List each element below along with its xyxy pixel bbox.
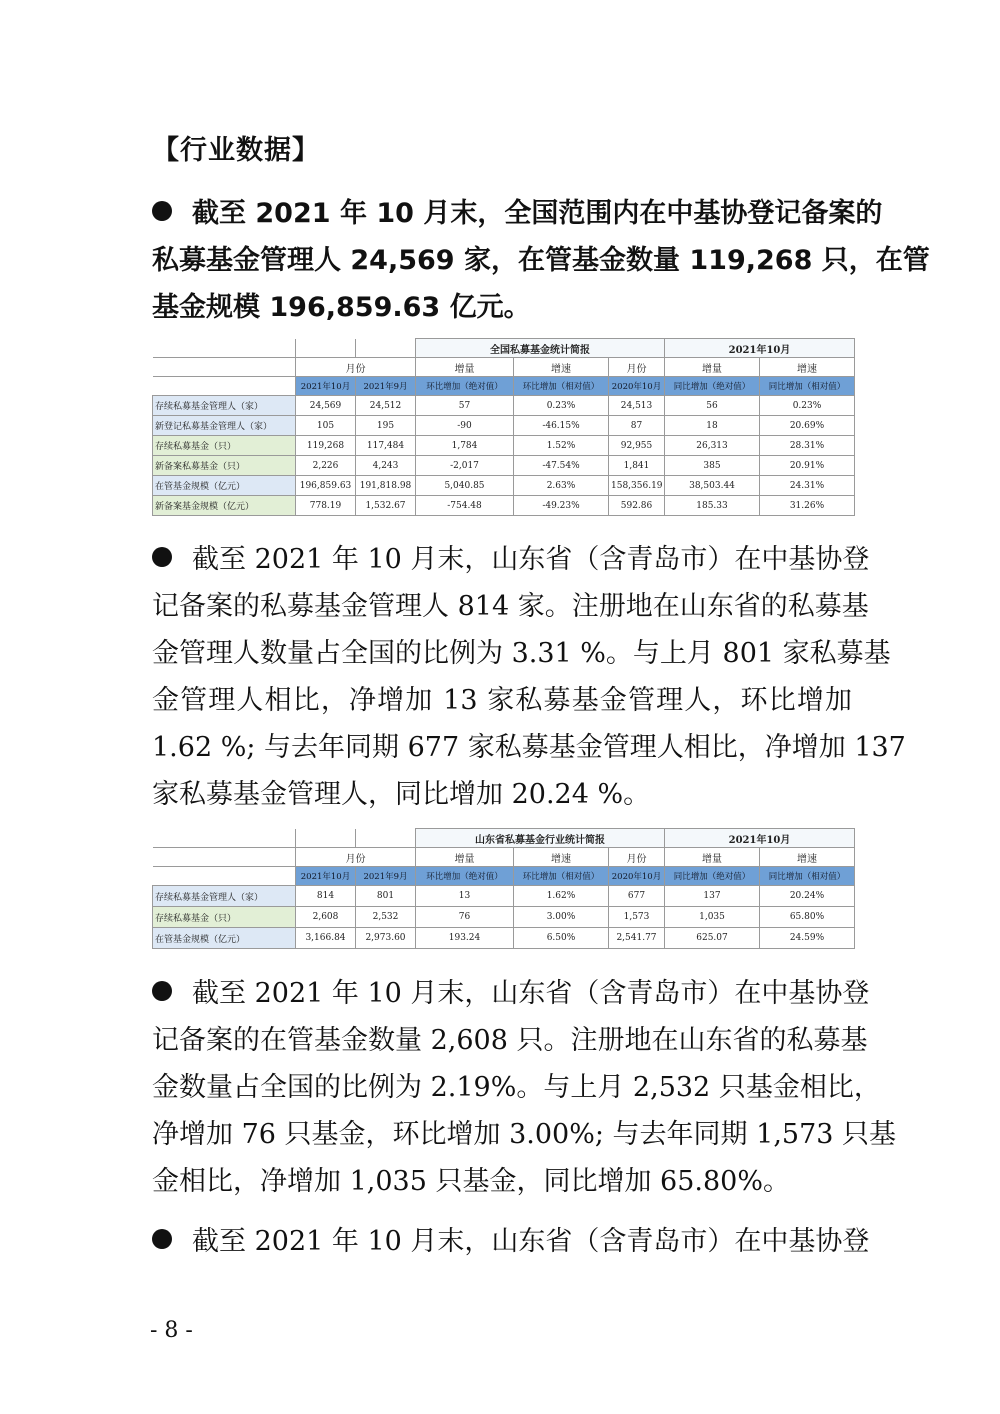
table-cell: 2,532 (356, 907, 416, 928)
column-header: 同比增加（相对值） (760, 867, 855, 886)
table-subheader-row (153, 867, 855, 886)
table-cell: -2,017 (416, 456, 514, 476)
table-cell: 57 (416, 396, 514, 416)
column-header: 环比增加（相对值） (514, 867, 609, 886)
table-date: 2021年10月 (665, 829, 855, 848)
bullet-icon (152, 1229, 172, 1249)
paragraph-shandong-managers (152, 536, 906, 818)
page-number: - 8 - (150, 1318, 193, 1343)
paragraph-line: 金相比，净增加 1,035 只基金，同比增加 65.80%。 (152, 1166, 790, 1197)
table-cell: 3,166.84 (296, 928, 356, 949)
table-title-row (153, 829, 855, 848)
table-cell: 105 (296, 416, 356, 436)
table-cell: 1.52% (514, 436, 609, 456)
paragraph-line: 金管理人数量占全国的比例为 3.31 %。与上月 801 家私募基 (152, 638, 891, 669)
table-cell: 3.00% (514, 907, 609, 928)
bullet-icon (152, 981, 172, 1001)
column-header: 同比增加（相对值） (760, 377, 855, 396)
table-cell: 28.31% (760, 436, 855, 456)
table-row (153, 907, 855, 928)
table-cell: 2,608 (296, 907, 356, 928)
column-header: 2021年9月 (356, 867, 416, 886)
table-row (153, 436, 855, 456)
row-label: 存续私募基金（只） (153, 436, 296, 456)
table-cell: 1.62% (514, 886, 609, 907)
column-header: 2021年10月 (296, 377, 356, 396)
table-cell: 2.63% (514, 476, 609, 496)
table-row (153, 456, 855, 476)
table-row (153, 416, 855, 436)
shandong-stats-table (152, 828, 846, 949)
paragraph-line: 1.62 %; 与去年同期 677 家私募基金管理人相比，净增加 137 (152, 732, 906, 763)
table-cell: 24,513 (609, 396, 665, 416)
national-stats-table (152, 338, 846, 516)
table-cell: -46.15% (514, 416, 609, 436)
row-label: 在管基金规模（亿元） (153, 928, 296, 949)
paragraph-line: 净增加 76 只基金，环比增加 3.00%; 与去年同期 1,573 只基 (152, 1119, 897, 1150)
table-cell: 677 (609, 886, 665, 907)
table-cell: 625.07 (665, 928, 760, 949)
paragraph-line: 截至 2021 年 10 月末，山东省（含青岛市）在中基协登 (152, 970, 852, 1017)
column-group: 月份 (609, 358, 665, 377)
table-cell: 24,512 (356, 396, 416, 416)
table-title-row (153, 339, 855, 358)
table-title: 全国私募基金统计简报 (416, 339, 665, 358)
table-cell: 196,859.63 (296, 476, 356, 496)
bullet-icon (152, 547, 172, 567)
table-title: 山东省私募基金行业统计简报 (416, 829, 665, 848)
row-label: 新登记私募基金管理人（家） (153, 416, 296, 436)
section-title: 【行业数据】 (152, 135, 320, 166)
paragraph-line: 金管理人相比，净增加 13 家私募基金管理人，环比增加 (152, 685, 852, 716)
row-label: 新备案基金规模（亿元） (153, 496, 296, 516)
column-header: 2021年10月 (296, 867, 356, 886)
paragraph-line: 记备案的在管基金数量 2,608 只。注册地在山东省的私募基 (152, 1025, 868, 1056)
table-cell: 13 (416, 886, 514, 907)
table-cell: 117,484 (356, 436, 416, 456)
column-header: 环比增加（相对值） (514, 377, 609, 396)
row-label: 在管基金规模（亿元） (153, 476, 296, 496)
table-cell: 65.80% (760, 907, 855, 928)
column-group: 增速 (514, 848, 609, 867)
table-cell: 137 (665, 886, 760, 907)
column-group: 月份 (296, 358, 416, 377)
table-cell: 56 (665, 396, 760, 416)
table-cell: 87 (609, 416, 665, 436)
table-cell: 1,573 (609, 907, 665, 928)
table-cell: 778.19 (296, 496, 356, 516)
column-group: 增量 (665, 358, 760, 377)
paragraph-shandong-funds (152, 970, 897, 1205)
paragraph-line: 截至 2021 年 10 月末，山东省（含青岛市）在中基协登 (152, 1218, 852, 1265)
table-cell: -754.48 (416, 496, 514, 516)
row-label: 存续私募基金管理人（家） (153, 886, 296, 907)
column-group: 增速 (760, 358, 855, 377)
column-header: 同比增加（绝对值） (665, 377, 760, 396)
table-cell: 1,532.67 (356, 496, 416, 516)
table-cell: -49.23% (514, 496, 609, 516)
table-cell: 193.24 (416, 928, 514, 949)
table-cell: 185.33 (665, 496, 760, 516)
column-group: 月份 (296, 848, 416, 867)
table-cell: 1,841 (609, 456, 665, 476)
column-group: 增量 (416, 358, 514, 377)
table-cell: 158,356.19 (609, 476, 665, 496)
column-header: 同比增加（绝对值） (665, 867, 760, 886)
table-cell: 0.23% (760, 396, 855, 416)
table-cell: 0.23% (514, 396, 609, 416)
table-cell: 1,035 (665, 907, 760, 928)
column-header: 2021年9月 (356, 377, 416, 396)
column-header: 环比增加（绝对值） (416, 377, 514, 396)
paragraph-national-summary (152, 190, 930, 331)
paragraph-line: 记备案的私募基金管理人 814 家。注册地在山东省的私募基 (152, 591, 869, 622)
paragraph-line: 金数量占全国的比例为 2.19%。与上月 2,532 只基金相比， (152, 1072, 881, 1103)
paragraph-shandong-scale (152, 1218, 870, 1265)
column-header: 环比增加（绝对值） (416, 867, 514, 886)
bullet-icon (152, 201, 172, 221)
column-group: 增量 (665, 848, 760, 867)
table-cell: 119,268 (296, 436, 356, 456)
column-header: 2020年10月 (609, 867, 665, 886)
paragraph-line: 截至 2021 年 10 月末，全国范围内在中基协登记备案的 (152, 190, 852, 237)
table-row (153, 928, 855, 949)
table-date: 2021年10月 (665, 339, 855, 358)
table-cell: 6.50% (514, 928, 609, 949)
table-cell: 31.26% (760, 496, 855, 516)
table-cell: 2,541.77 (609, 928, 665, 949)
table-row (153, 476, 855, 496)
paragraph-line: 家私募基金管理人，同比增加 20.24 %。 (152, 779, 651, 810)
column-group: 月份 (609, 848, 665, 867)
table-cell: -90 (416, 416, 514, 436)
row-label: 新备案私募基金（只） (153, 456, 296, 476)
column-header: 2020年10月 (609, 377, 665, 396)
table-subheader-row (153, 377, 855, 396)
column-group: 增量 (416, 848, 514, 867)
table-cell: 20.69% (760, 416, 855, 436)
table-cell: 38,503.44 (665, 476, 760, 496)
table-group-row (153, 358, 855, 377)
table-cell: 2,226 (296, 456, 356, 476)
table-cell: 385 (665, 456, 760, 476)
table-row (153, 396, 855, 416)
table-cell: 2,973.60 (356, 928, 416, 949)
table-cell: 4,243 (356, 456, 416, 476)
table-group-row (153, 848, 855, 867)
table-cell: 5,040.85 (416, 476, 514, 496)
table-cell: 92,955 (609, 436, 665, 456)
row-label: 存续私募基金（只） (153, 907, 296, 928)
table-cell: 592.86 (609, 496, 665, 516)
table-cell: 801 (356, 886, 416, 907)
table-cell: 24.59% (760, 928, 855, 949)
table-cell: 20.24% (760, 886, 855, 907)
table-cell: 18 (665, 416, 760, 436)
paragraph-line: 私募基金管理人 24,569 家，在管基金数量 119,268 只，在管 (152, 245, 930, 276)
column-group: 增速 (514, 358, 609, 377)
table-cell: 195 (356, 416, 416, 436)
table-cell: 76 (416, 907, 514, 928)
table-cell: -47.54% (514, 456, 609, 476)
table-cell: 191,818.98 (356, 476, 416, 496)
table-cell: 814 (296, 886, 356, 907)
table-cell: 20.91% (760, 456, 855, 476)
row-label: 存续私募基金管理人（家） (153, 396, 296, 416)
table-cell: 26,313 (665, 436, 760, 456)
table-cell: 24.31% (760, 476, 855, 496)
paragraph-line: 基金规模 196,859.63 亿元。 (152, 292, 531, 323)
table-row (153, 496, 855, 516)
table-row (153, 886, 855, 907)
table-cell: 1,784 (416, 436, 514, 456)
table-cell: 24,569 (296, 396, 356, 416)
column-group: 增速 (760, 848, 855, 867)
paragraph-line: 截至 2021 年 10 月末，山东省（含青岛市）在中基协登 (152, 536, 852, 583)
